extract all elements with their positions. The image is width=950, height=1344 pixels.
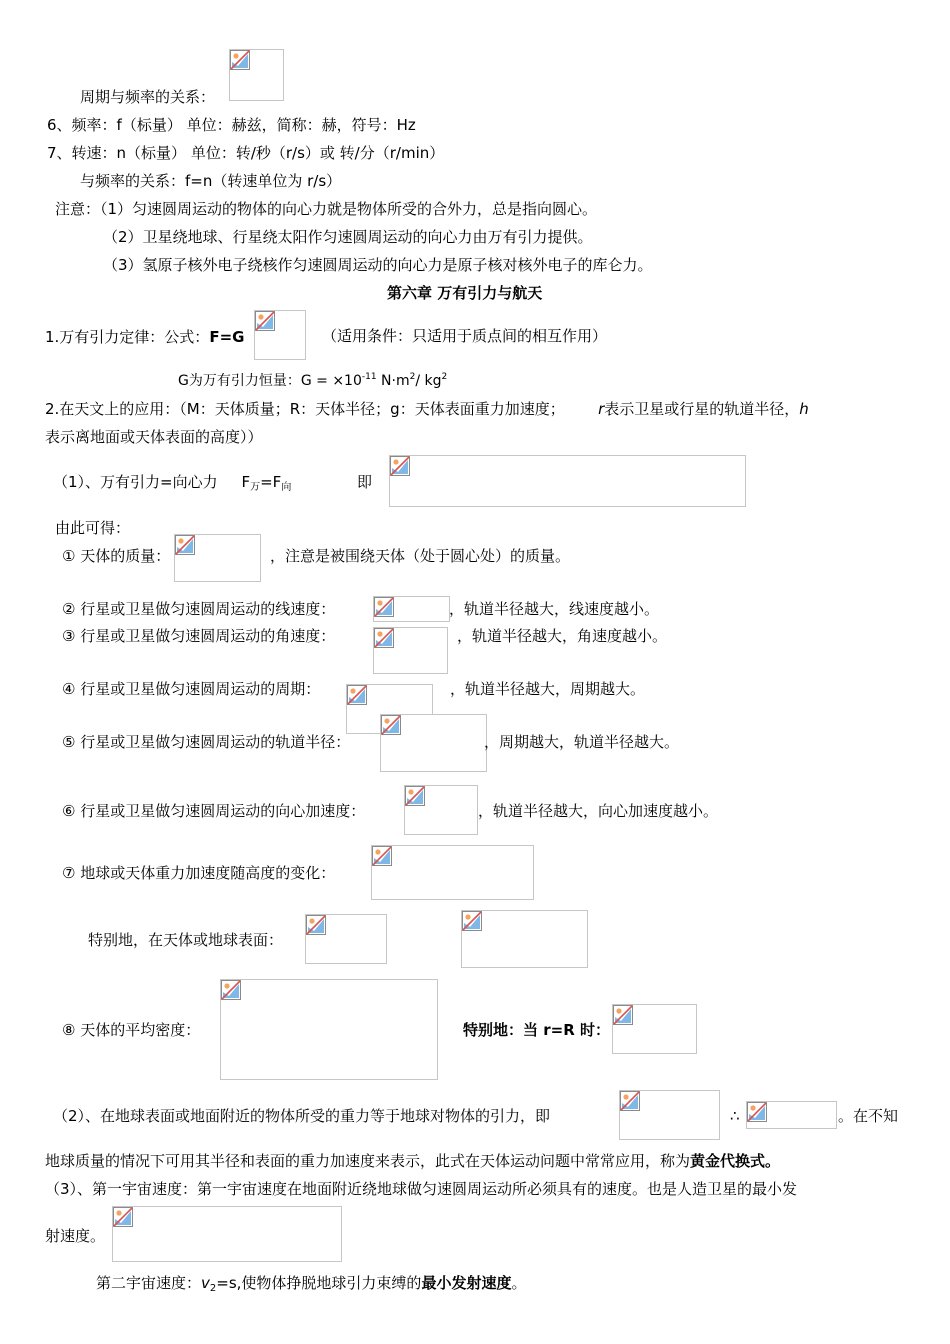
derive-label: 由此可得：	[55, 519, 131, 537]
formula-image-golden-substitution	[746, 1101, 837, 1129]
item-3-note: ，轨道半径越大，角速度越小。	[457, 627, 668, 645]
item-4-note: ，轨道半径越大，周期越大。	[450, 680, 646, 698]
rotation-speed-definition: 7、转速：n（标量） 单位：转/秒（r/s）或 转/分（r/min）	[47, 144, 445, 162]
golden-substitution-term: 黄金代换式。	[690, 1152, 781, 1170]
broken-image-icon	[230, 50, 250, 70]
therefore-symbol: ∴	[730, 1107, 740, 1125]
formula-image-acceleration	[404, 785, 478, 835]
chapter-title: 第六章 万有引力与航天	[387, 284, 543, 302]
item-6-note: ，轨道半径越大，向心加速度越小。	[478, 802, 719, 820]
astronomy-application-intro-cont: 表示离地面或天体表面的高度））	[45, 428, 263, 446]
item-2-linear-velocity: ② 行星或卫星做匀速圆周运动的线速度：	[62, 600, 336, 618]
item-1-note: ，注意是被围绕天体（处于圆心处）的质量。	[270, 547, 571, 565]
gravitation-applicability: （适用条件：只适用于质点间的相互作用）	[322, 327, 608, 345]
formula-image-surface-gravity-2	[461, 910, 588, 968]
broken-image-icon	[113, 1207, 133, 1227]
note-2: （2）卫星绕地球、行星绕太阳作匀速圆周运动的向心力由万有引力提供。	[103, 228, 593, 246]
item-2-note: ，轨道半径越大，线速度越小。	[449, 600, 660, 618]
broken-image-icon	[175, 535, 195, 555]
subsection-3-text: （3）、第一宇宙速度：第一宇宙速度在地面附近绕地球做匀速圆周运动所必须具有的速度。也是人造卫星的最小发	[45, 1180, 798, 1198]
minimum-launch-speed-term: 最小发射速度	[421, 1274, 512, 1292]
formula-image-gravity-altitude	[371, 845, 534, 900]
item-5-orbit-radius: ⑤ 行星或卫星做匀速圆周运动的轨道半径：	[62, 733, 351, 751]
broken-image-icon	[381, 715, 401, 735]
subsection-1-label: （1）、万有引力=向心力 $F_万=F_向$	[53, 473, 292, 493]
broken-image-icon	[390, 456, 410, 476]
formula-image-density	[220, 979, 438, 1080]
broken-image-icon	[347, 685, 367, 705]
broken-image-icon	[372, 846, 392, 866]
item-5-note: ，周期越大，轨道半径越大。	[484, 733, 680, 751]
item-7-gravity-altitude: ⑦ 地球或天体重力加速度随高度的变化：	[62, 864, 336, 882]
gravitation-formula-prefix: F=G	[209, 328, 245, 346]
astronomy-application-intro: 2.在天文上的应用：（M：天体质量；R：天体半径；g：天体表面重力加速度； r表示卫星或行星的轨道半径，h	[45, 400, 809, 418]
period-frequency-label: 周期与频率的关系：	[80, 88, 216, 106]
formula-image-angular-velocity	[373, 627, 448, 674]
second-cosmic-velocity: 第二宇宙速度：$v_2=s$,使物体挣脱地球引力束缚的最小发射速度。	[96, 1274, 527, 1294]
special-surface-label: 特别地，在天体或地球表面：	[88, 931, 284, 949]
broken-image-icon	[405, 786, 425, 806]
subsection-2-text: （2）、在地球表面或地面附近的物体所受的重力等于地球对物体的引力，即	[53, 1107, 551, 1125]
formula-image-gravity-equals	[619, 1090, 720, 1140]
formula-image-period-frequency	[229, 49, 284, 101]
subsection-2-tail: 。在不知	[838, 1107, 899, 1125]
broken-image-icon	[747, 1102, 767, 1122]
broken-image-icon	[374, 628, 394, 648]
rotation-frequency-relation: 与频率的关系：f=n（转速单位为 r/s）	[80, 172, 342, 190]
broken-image-icon	[221, 980, 241, 1000]
gravitational-constant: G为万有引力恒量：$G = \times 10^{-11}$ $N\cdot m^2/$ $kg^2$	[178, 372, 448, 389]
formula-image-density-surface	[612, 1004, 697, 1054]
gravitation-law-label: 1.万有引力定律：公式：F=G	[45, 328, 245, 346]
formula-image-first-cosmic-velocity	[112, 1206, 342, 1262]
formula-image-mass	[174, 534, 261, 582]
item-3-angular-velocity: ③ 行星或卫星做匀速圆周运动的角速度：	[62, 627, 336, 645]
frequency-definition: 6、频率：f（标量） 单位：赫兹，简称：赫，符号：Hz	[47, 116, 416, 134]
item-6-centripetal-acceleration: ⑥ 行星或卫星做匀速圆周运动的向心加速度：	[62, 802, 366, 820]
broken-image-icon	[255, 311, 275, 331]
subsection-1-ji: 即	[357, 473, 373, 491]
note-1: 注意：（1）匀速圆周运动的物体的向心力就是物体所受的合外力，总是指向圆心。	[55, 200, 598, 218]
formula-image-surface-gravity	[305, 914, 387, 964]
item-1-mass: ① 天体的质量：	[62, 547, 171, 565]
note-3: （3）氢原子核外电子绕核作匀速圆周运动的向心力是原子核对核外电子的库仑力。	[103, 256, 653, 274]
subsection-3-cont: 射速度。	[45, 1227, 106, 1245]
broken-image-icon	[306, 915, 326, 935]
item-4-period: ④ 行星或卫星做匀速圆周运动的周期：	[62, 680, 321, 698]
formula-image-gravitation	[254, 310, 306, 360]
broken-image-icon	[613, 1005, 633, 1025]
item-8-density: ⑧ 天体的平均密度：	[62, 1021, 201, 1039]
formula-image-orbit-radius	[380, 714, 487, 772]
item-8-special: 特别地：当 r=R 时：	[463, 1021, 610, 1039]
broken-image-icon	[462, 911, 482, 931]
broken-image-icon	[620, 1091, 640, 1111]
subsection-2-cont: 地球质量的情况下可用其半径和表面的重力加速度来表示，此式在天体运动问题中常常应用，称为黄金代换式。	[45, 1152, 781, 1170]
broken-image-icon	[374, 597, 394, 617]
formula-image-centripetal	[389, 455, 746, 507]
formula-image-linear-velocity	[373, 596, 450, 622]
